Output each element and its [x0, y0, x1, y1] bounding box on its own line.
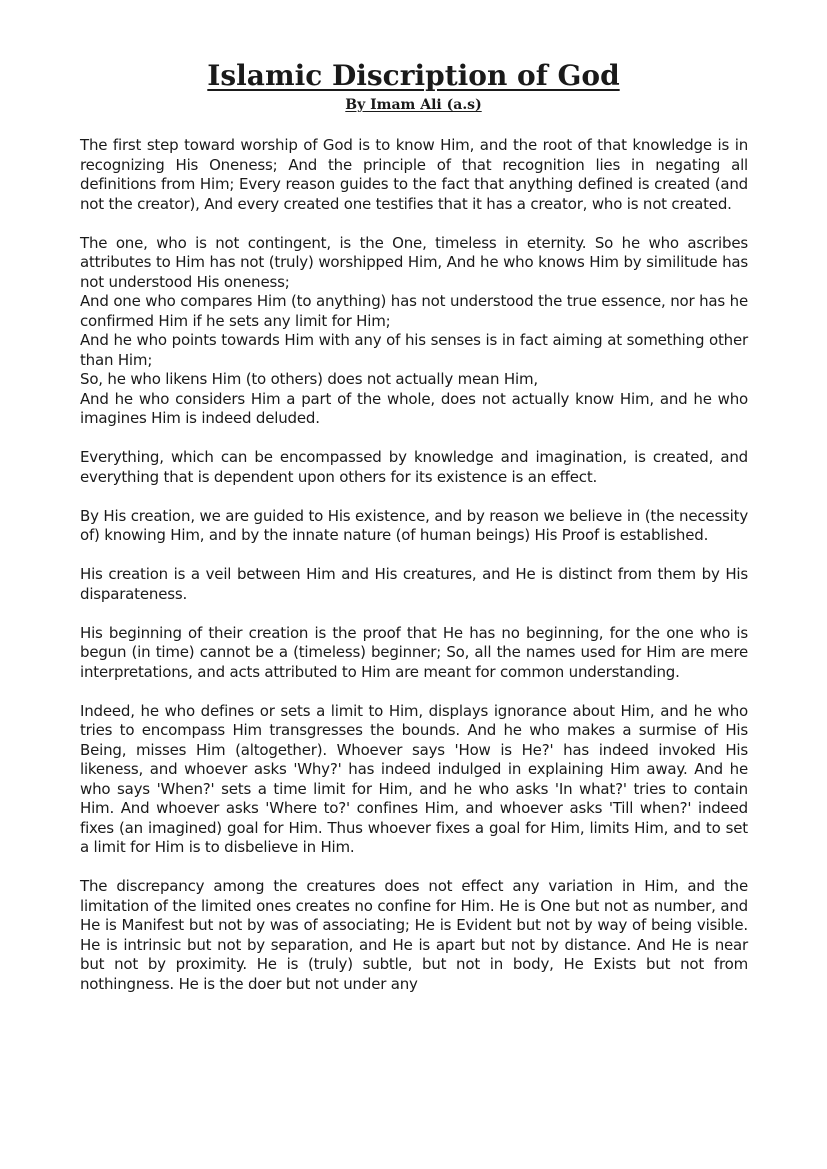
paragraph — [80, 877, 748, 994]
paragraph — [80, 507, 748, 546]
document-title-text: Islamic Discription of God — [207, 59, 620, 92]
paragraph-line: His beginning of their creation is the proof that He has no beginning, for the one who is begun (in time) cannot be a (timeless) beginner; So, all the names used for Him are mere interpretations, and acts attributed to Him are meant for common understanding. — [80, 623, 748, 681]
paragraph-line: Indeed, he who defines or sets a limit to Him, displays ignorance about Him, and he who tries to encompass Him transgresses the bounds. And he who makes a surmise of His Being, misses Him (altogether). Whoever says 'How is He?' has indeed invoked His likeness, and whoever asks 'Why?' has indeed indulged in explaining Him away. And he who says 'When?' sets a time limit for Him, and he who asks 'In what?' tries to contain Him. And whoever asks 'Where to?' confines Him, and whoever asks 'Till when?' indeed fixes (an imagined) goal for Him. Thus whoever fixes a goal for Him, limits Him, and to set a limit for Him is to disbelieve in Him. — [80, 701, 748, 856]
paragraph-line: And one who compares Him (to anything) has not understood the true essence, nor has he confirmed Him if he sets any limit for Him; — [80, 292, 748, 330]
paragraph — [80, 565, 748, 604]
document-title — [0, 58, 827, 94]
paragraph-line: By His creation, we are guided to His existence, and by reason we believe in (the necessity of) knowing Him, and by the innate nature (of human beings) His Proof is established. — [80, 506, 748, 544]
paragraph — [80, 448, 748, 487]
paragraph-line: The discrepancy among the creatures does not effect any variation in Him, and the limitation of the limited ones creates no confine for Him. He is One but not as number, and He is Manifest but not by was of associating; He is Evident but not by way of being visible. He is intrinsic but not by separation, and He is apart but not by distance. And He is near but not by proximity. He is (truly) subtle, but not in body, He Exists but not from nothingness. He is the doer but not under any — [80, 877, 748, 993]
paragraph-line: And he who considers Him a part of the whole, does not actually know Him, and he who imagines Him is indeed deluded. — [80, 389, 748, 427]
paragraph-line: Everything, which can be encompassed by knowledge and imagination, is created, and everything that is dependent upon others for its existence is an effect. — [80, 448, 748, 486]
document-body — [80, 136, 748, 1014]
paragraph-line: So, he who likens Him (to others) does not actually mean Him, — [80, 370, 538, 388]
paragraph — [80, 624, 748, 683]
document-subtitle-text: By Imam Ali (a.s) — [345, 97, 482, 113]
paragraph — [80, 136, 748, 214]
document-subtitle — [0, 96, 827, 114]
paragraph-line: The first step toward worship of God is to know Him, and the root of that knowledge is in recognizing His Oneness; And the principle of that recognition lies in negating all definitions from Him; Every reason guides to the fact that anything defined is created (and not the creator), And every created one testifies that it has a creator, who is not created. — [80, 136, 748, 213]
paragraph — [80, 234, 748, 429]
paragraph-line: The one, who is not contingent, is the One, timeless in eternity. So he who ascribes attributes to Him has not (truly) worshipped Him, And he who knows Him by similitude has not understood His oneness; — [80, 233, 748, 291]
paragraph — [80, 702, 748, 858]
paragraph-line: His creation is a veil between Him and His creatures, and He is distinct from them by His disparateness. — [80, 565, 748, 603]
paragraph-line: And he who points towards Him with any of his senses is in fact aiming at something other than Him; — [80, 331, 748, 369]
